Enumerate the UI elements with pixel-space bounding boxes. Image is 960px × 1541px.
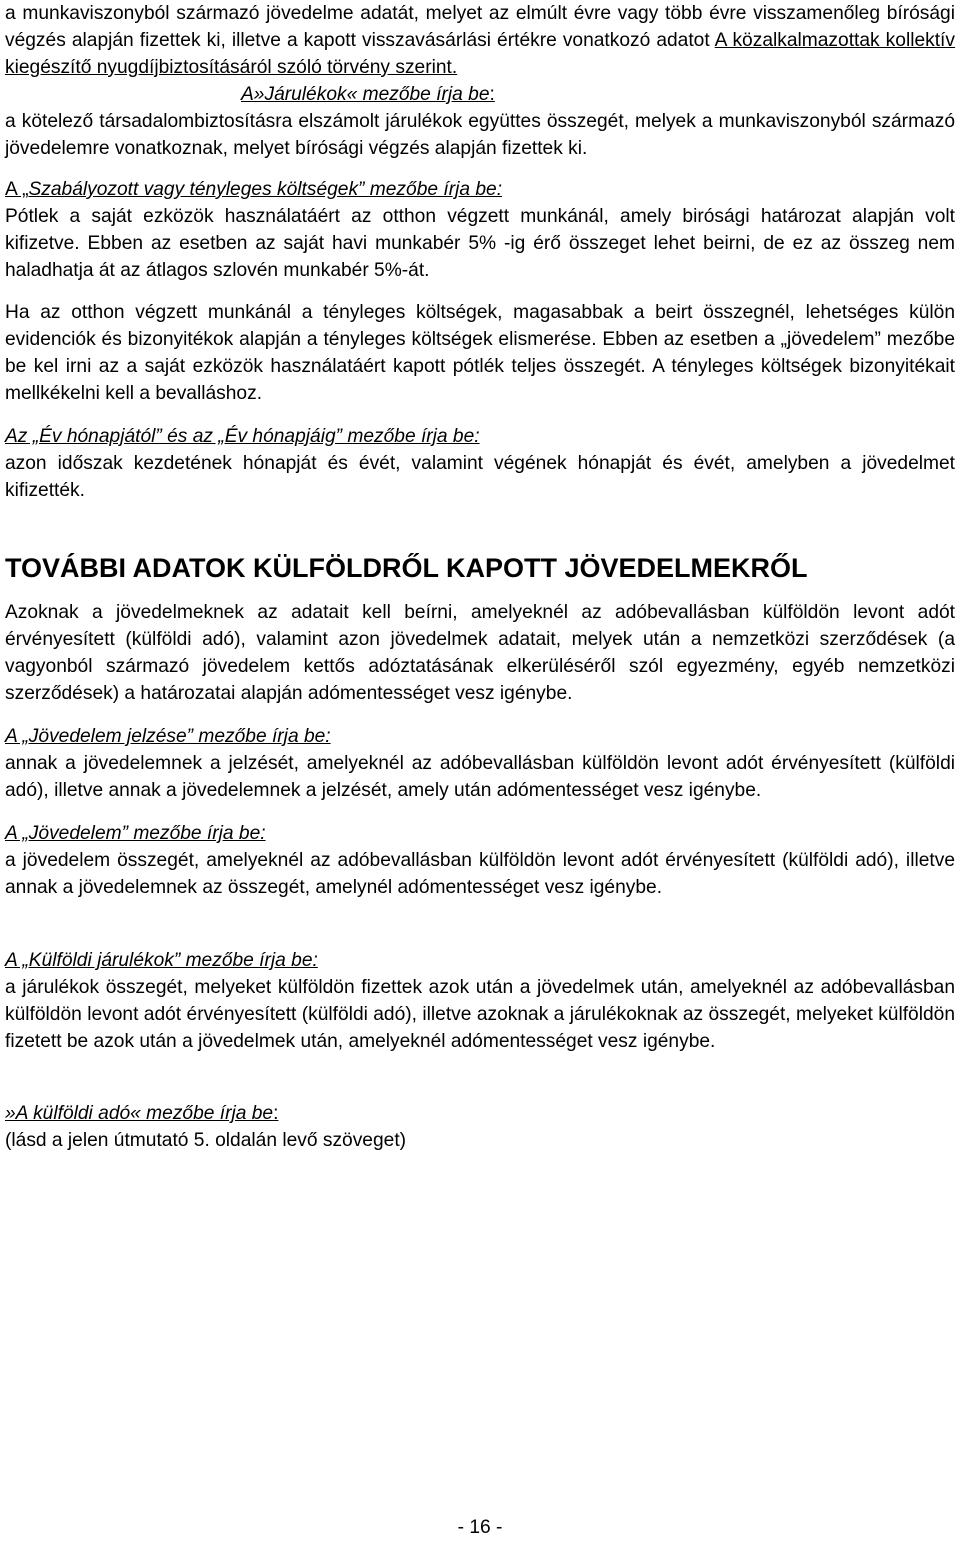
page-number: - 16 - [457, 1517, 503, 1538]
document-page [5, 0, 955, 1154]
kulfoldi-ado-heading: »A külföldi adó« mezőbe írja be: [5, 1103, 279, 1124]
intro-paragraph [5, 0, 955, 81]
intro-text: a munkaviszonyból származó jövedelme adatát, melyet az elmúlt évre vagy több évre visszamenőleg bírósági végzés alapján fizettek ki, illetve a kapott visszavásárlási értékre vonatkozó adatot [5, 3, 955, 51]
jarulekok-body: a kötelező társadalombiztosításra elszámolt járulékok együttes összegét, melyek a munkaviszonyból származó jövedelemre vonatkoznak, melyet bírósági végzés alapján fizettek ki. [5, 111, 955, 159]
jelzese-body: annak a jövedelemnek a jelzését, amelyeknél az adóbevallásban külföldön levont adót érvényesített (külföldi adó), illetve annak a jövedelemnek a jelzését, amely után adómentességet vesz igénybe. [5, 753, 955, 801]
jarulekok-heading: A»Járulékok« mezőbe írja be: [241, 84, 495, 105]
section-intro: Azoknak a jövedelmeknek az adatait kell beírni, amelyeknél az adóbevallásban külföldön levont adót érvényesített (külföldi adó), valamint azon jövedelmek adatait, melyek után a nemzetközi szerződések (a vagyonból származó jövedelem kettős adóztatásának elkerüléséről szól egyezmény, egyéb nemzetközi szerződések) a határozatai alapján adómentességet vesz igénybe. [5, 602, 955, 704]
ev-body: azon időszak kezdetének hónapját és évét, valamint végének hónapját és évét, amelyben a jövedelmet kifizették. [5, 453, 955, 501]
szabalyozott-body-1: Pótlek a saját ezközök használatáért az otthon végzett munkánál, amely birósági határozat alapján volt kifizetve. Ebben az esetben az saját havi munkabér 5% -ig érő összeget lehet beirni, de ez az összeg nem haladhatja át az átlagos szlovén munkabér 5%-át. [5, 206, 955, 281]
kulfoldi-jarulekok-body: a járulékok összegét, melyeket külföldön fizettek azok után a jövedelmek után, amelyeknél az adóbevallásban külföldön levont adót érvényesített (külföldi adó), illetve azoknak a járulékoknak az összegét, melyeket külföldön fizetett be azok után a jövedelmek után, amelyeknél adómentességet vesz igénybe. [5, 977, 955, 1052]
kulfoldi-ado-body: (lásd a jelen útmutató 5. oldalán levő szöveget) [5, 1130, 407, 1151]
szabalyozott-body-2: Ha az otthon végzett munkánál a tényleges költségek, magasabbak a beirt összegnél, lehetséges külön evidenciók és bizonyitékok alapján a tényleges költségek elismerése. Ebben az esetben a „jövedelem” mezőbe be kel irni az a saját ezközök használatáért kapott pótlék teljes összegét. A tényleges költségek bizonyitékait mellkékelni kell a bevalláshoz. [5, 302, 955, 404]
jelzese-heading: A „Jövedelem jelzése” mezőbe írja be: [5, 726, 331, 747]
ev-heading: Az „Év hónapjától” és az „Év hónapjáig” mezőbe írja be: [5, 426, 480, 447]
intro-underlined-text: A közalkalmazottak kollektív kiegészítő nyugdíjbiztosításáról szóló törvény szerint. [5, 30, 955, 78]
kulfoldi-jarulekok-heading: A „Külföldi járulékok” mezőbe írja be: [5, 950, 318, 971]
jovedelem-body: a jövedelem összegét, amelyeknél az adóbevallásban külföldön levont adót érvényesített (külföldi adó), illetve annak a jövedelemnek az összegét, amelynél adómentességet vesz igénybe. [5, 850, 955, 898]
jovedelem-heading: A „Jövedelem” mezőbe írja be: [5, 823, 266, 844]
section-title: TOVÁBBI ADATOK KÜLFÖLDRŐL KAPOTT JÖVEDELMEKRŐL [5, 553, 808, 583]
szabalyozott-heading: A „Szabályozott vagy tényleges költségek” mezőbe írja be: [5, 179, 503, 200]
